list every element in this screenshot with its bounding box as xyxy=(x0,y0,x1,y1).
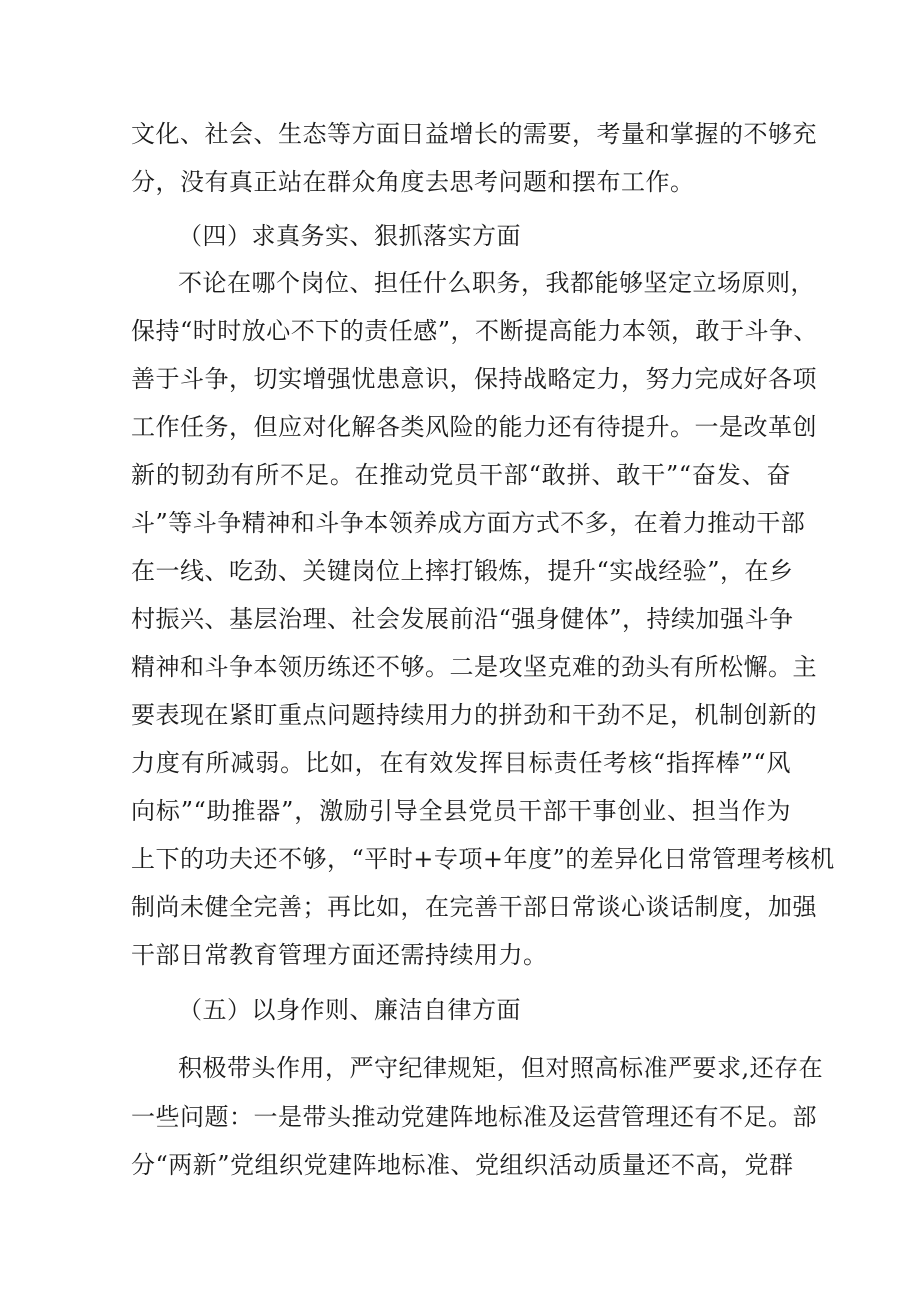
paragraph-line: 新的韧劲有所不足。在推动党员干部“敢拼、敢干”“奋发、奋 xyxy=(131,461,791,489)
paragraph-line: 不论在哪个岗位、担任什么职务，我都能够坚定立场原则， xyxy=(178,269,815,297)
paragraph-line: 保持“时时放心不下的责任感”，不断提高能力本领，敢于斗争、 xyxy=(131,317,819,345)
paragraph-line: 上下的功夫还不够，“平时+专项+年度”的差异化日常管理考核机 xyxy=(131,845,835,873)
paragraph-line: 一些问题：一是带头推动党建阵地标准及运营管理还有不足。部 xyxy=(131,1103,817,1131)
paragraph-line: 制尚未健全完善；再比如，在完善干部日常谈心谈话制度，加强 xyxy=(131,893,817,921)
paragraph-line: 斗”等斗争精神和斗争本领养成方面方式不多，在着力推动干部 xyxy=(131,509,806,537)
paragraph-line: 精神和斗争本领历练还不够。二是攻坚克难的劲头有所松懈。主 xyxy=(131,653,817,681)
paragraph-line: 分，没有真正站在群众角度去思考问题和摆布工作。 xyxy=(131,168,695,196)
paragraph-line: 力度有所减弱。比如，在有效发挥目标责任考核“指挥棒”“风 xyxy=(131,749,791,777)
paragraph-line: 村振兴、基层治理、社会发展前沿“强身健体”，持续加强斗争 xyxy=(131,605,794,633)
paragraph-line: 文化、社会、生态等方面日益增长的需要，考量和掌握的不够充 xyxy=(131,120,817,148)
paragraph-line: 干部日常教育管理方面还需持续用力。 xyxy=(131,941,548,969)
paragraph-line: 向标”“助推器”，激励引导全县党员干部干事创业、担当作为 xyxy=(131,797,791,825)
paragraph-line: 善于斗争，切实增强忧患意识，保持战略定力，努力完成好各项 xyxy=(131,365,817,393)
paragraph-line: 工作任务，但应对化解各类风险的能力还有待提升。一是改革创 xyxy=(131,413,817,441)
paragraph-line: 分“两新”党组织党建阵地标准、党组织活动质量还不高，党群 xyxy=(131,1151,794,1179)
section-heading-5: （五）以身作则、廉洁自律方面 xyxy=(178,996,521,1024)
paragraph-line: 在一线、吃劲、关键岗位上摔打锻炼，提升“实战经验”，在乡 xyxy=(131,557,794,585)
paragraph-line: 要表现在紧盯重点问题持续用力的拼劲和干劲不足，机制创新的 xyxy=(131,701,817,729)
section-heading-4: （四）求真务实、狠抓落实方面 xyxy=(178,222,521,250)
paragraph-line: 积极带头作用，严守纪律规矩，但对照高标准严要求,还存在 xyxy=(178,1054,824,1082)
